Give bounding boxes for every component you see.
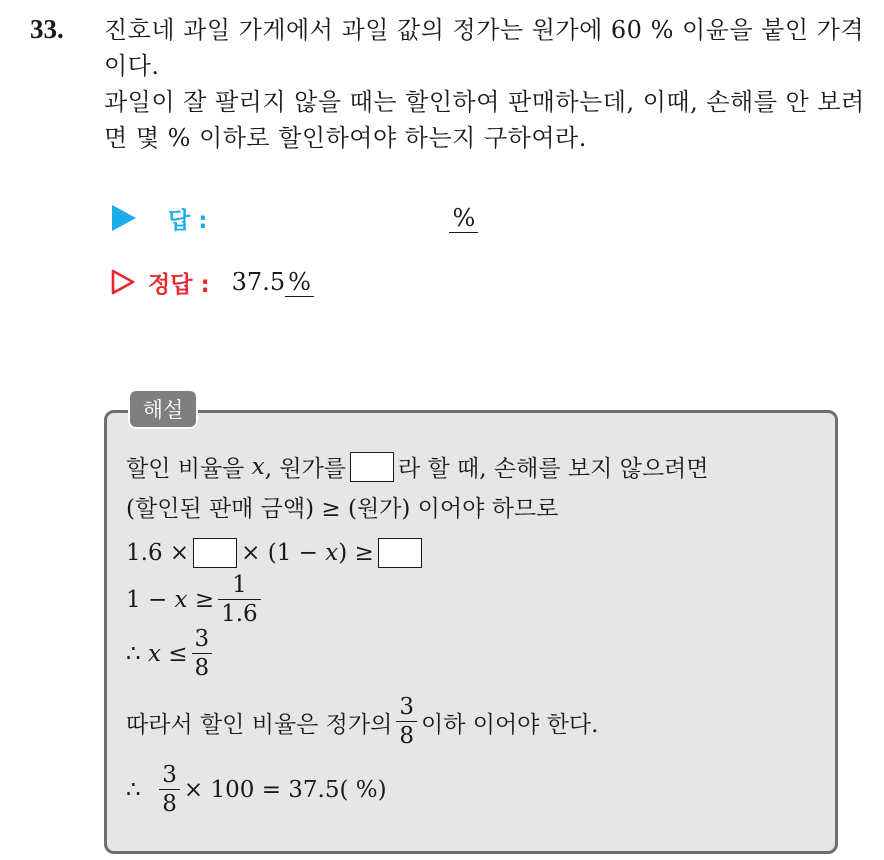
- outline-arrow-icon: [110, 269, 136, 295]
- sol-var: x: [251, 453, 265, 480]
- solution-line-2: (할인된 판매 금액) ≥ (원가) 이어야 하므로: [126, 496, 559, 522]
- correct-answer-unit: %: [285, 268, 314, 297]
- correct-answer-label: 정답 :: [148, 271, 210, 298]
- solution-line-3: [126, 538, 426, 568]
- sol-text: ∴: [126, 777, 141, 803]
- solution-line-4: [126, 574, 265, 626]
- question-line-1: 진호네 과일 가게에서 과일 값의 정가는 원가에 60 % 이윤을 붙인 가격이다.: [104, 16, 865, 80]
- fraction-denominator: 8: [159, 789, 180, 816]
- fraction: [218, 574, 261, 626]
- sol-var: x: [325, 540, 339, 566]
- sol-var: x: [174, 587, 188, 613]
- fraction: [396, 696, 417, 748]
- correct-answer-value: 37.5: [231, 268, 286, 296]
- sol-text: 1 −: [126, 587, 168, 613]
- sol-text: 할인 비율을: [126, 456, 245, 482]
- solution-line-6: [126, 696, 598, 748]
- answer-row: [112, 198, 478, 238]
- fraction-numerator: 3: [194, 626, 210, 652]
- sol-text: × 100 = 37.5( %): [183, 777, 387, 803]
- blank-box: [193, 538, 237, 568]
- fraction: [159, 764, 180, 816]
- blank-box: [350, 452, 394, 482]
- fraction-denominator: 8: [396, 721, 417, 748]
- sol-text: ∴: [126, 641, 141, 667]
- sol-text: × (1 −: [241, 540, 318, 566]
- sol-text: 이하 이어야 한다.: [420, 711, 599, 738]
- solution-tab: 해설: [128, 389, 198, 429]
- question-text: [104, 12, 874, 156]
- sol-text: 따라서 할인 비율은 정가의: [126, 711, 393, 738]
- sol-text: ≥: [194, 587, 215, 613]
- solution-line-1: [126, 450, 708, 483]
- fraction-numerator: 3: [399, 694, 414, 720]
- fraction-numerator: 3: [162, 762, 177, 788]
- solution-line-5: [126, 628, 216, 680]
- fraction-denominator: 8: [192, 653, 213, 680]
- answer-label: 답 :: [168, 207, 208, 234]
- sol-text: 1.6 ×: [126, 540, 190, 566]
- play-arrow-icon: [112, 205, 136, 231]
- question-number: 33.: [30, 14, 64, 44]
- sol-text: , 원가를: [264, 456, 346, 482]
- sol-text: ) ≥: [338, 540, 374, 566]
- question-line-2: 과일이 잘 팔리지 않을 때는 할인하여 판매하는데, 이때, 손해를 안 보려면 몇 % 이하로 할인하여야 하는지 구하여라.: [104, 88, 865, 152]
- fraction-denominator: 1.6: [218, 599, 261, 626]
- answer-unit: %: [449, 204, 478, 233]
- sol-text: 라 할 때, 손해를 보지 않으려면: [397, 456, 709, 482]
- fraction-numerator: 1: [232, 572, 247, 598]
- sol-var: x: [147, 641, 161, 667]
- correct-answer-row: [110, 262, 314, 302]
- blank-box: [378, 538, 422, 568]
- fraction: [192, 628, 213, 680]
- sol-text: ≤: [168, 641, 188, 667]
- solution-line-7: [126, 764, 387, 816]
